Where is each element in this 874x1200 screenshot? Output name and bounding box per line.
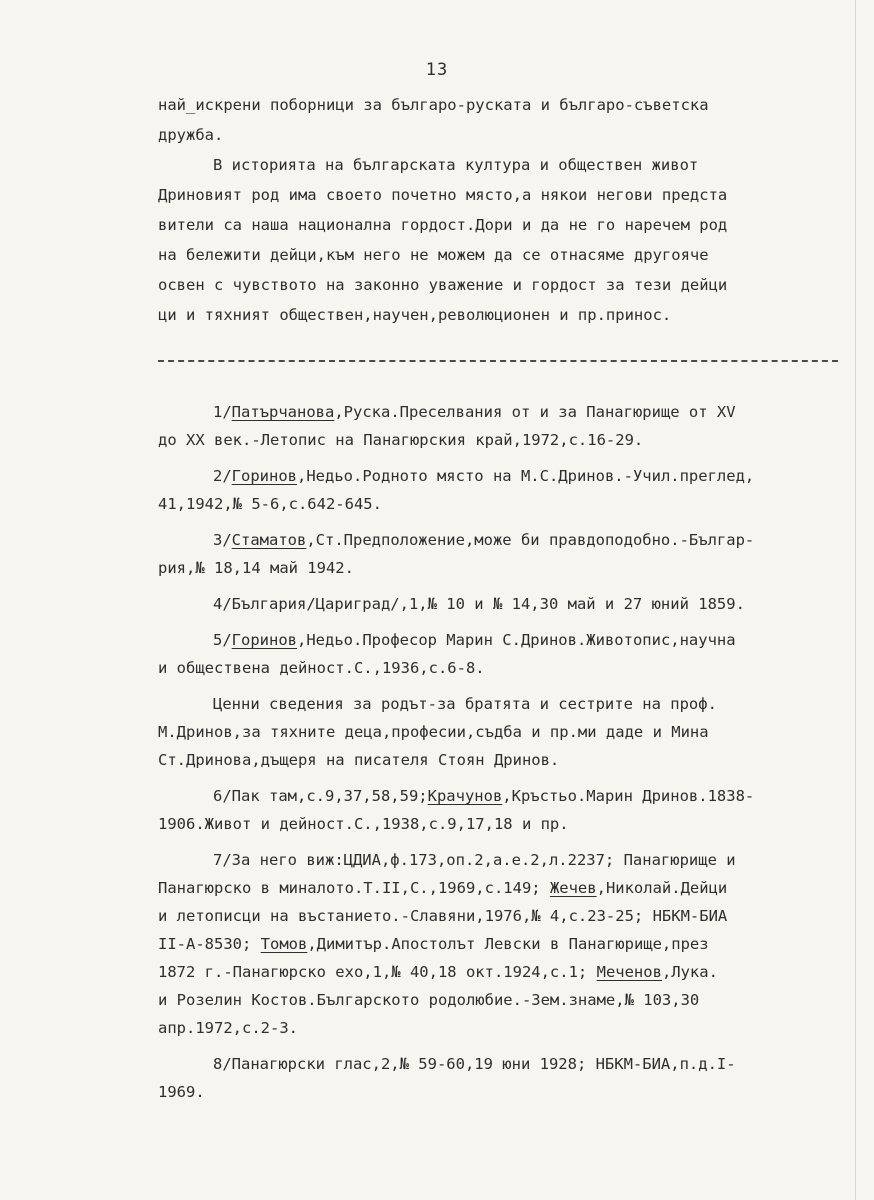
footnote-line — [158, 654, 858, 682]
footnote-text: и Розелин Костов.Българското родолюбие.-Зем.знаме,№ 103,30 — [158, 991, 700, 1009]
footnote-text: Панагюрско в миналото.Т.II,С.,1969,с.149; — [158, 879, 550, 897]
footnote-line — [158, 554, 858, 582]
footnote — [158, 526, 858, 582]
footnote — [158, 590, 858, 618]
footnote — [158, 782, 858, 838]
footnote-gap — [158, 1042, 858, 1050]
footnote-line — [158, 930, 858, 958]
footnote-gap — [158, 682, 858, 690]
text-line: дружба. — [158, 126, 224, 144]
footnote-line — [158, 1078, 858, 1106]
text-line: освен с чувството на законно уважение и гордост за тези дейци — [158, 276, 728, 294]
footnote-text: ,Димитър.Апостолът Левски в Панагюрище,през — [307, 935, 709, 953]
footnote-gap — [158, 618, 858, 626]
footnote-line — [158, 810, 858, 838]
footnote-text: рия,№ 18,14 май 1942. — [158, 559, 354, 577]
author-name: Горинов — [231, 467, 297, 485]
footnote-text: II-А-8530; — [158, 935, 261, 953]
author-name: Патърчанова — [231, 403, 335, 421]
main-text — [158, 90, 858, 330]
footnote-text: Ст.Дринова,дъщеря на писателя Стоян Дринов. — [158, 751, 560, 769]
text-line: вители са наша национална гордост.Дори и да не го наречем род — [158, 216, 728, 234]
footnote-line — [158, 398, 858, 426]
author-name: Стаматов — [231, 531, 307, 549]
footnote-line — [158, 590, 858, 618]
footnote-text: ,Николай.Дейци — [596, 879, 728, 897]
footnote — [158, 462, 858, 518]
footnote-line — [158, 1050, 858, 1078]
text-line: на бележити дейци,към него не можем да се отнасяме другояче — [158, 246, 709, 264]
footnote-text: ,Ст.Предположение,може би правдоподобно.-Българ- — [306, 531, 755, 549]
footnote-gap — [158, 838, 858, 846]
footnote-text: 1872 г.-Панагюрско ехо,1,№ 40,18 окт.1924,с.1; — [158, 963, 597, 981]
text-line: Дриновият род има своето почетно място,а някои негови предста — [158, 186, 728, 204]
author-name: Меченов — [596, 963, 662, 981]
text-line: В историята на българската култура и обществен живот — [213, 156, 699, 174]
footnote-text: 7/За него виж:ЦДИА,ф.173,оп.2,а.е.2,л.2237; Панагюрище и — [213, 851, 736, 869]
footnote-separator — [158, 360, 838, 362]
footnote-text: и обществена дейност.С.,1936,с.6-8. — [158, 659, 485, 677]
footnote-line — [158, 782, 858, 810]
footnote-line — [158, 1014, 858, 1042]
footnote-line — [158, 718, 858, 746]
footnote-line — [158, 746, 858, 774]
author-name: Жечев — [549, 879, 597, 897]
footnote-gap — [158, 774, 858, 782]
footnote — [158, 398, 858, 454]
footnote-line — [158, 846, 858, 874]
footnote-line — [158, 902, 858, 930]
page-number: 13 — [425, 60, 449, 80]
author-name: Томов — [260, 935, 308, 953]
footnote-text: 6/Пак там,с.9,37,58,59; — [213, 787, 428, 805]
footnote-gap — [158, 1106, 858, 1114]
footnote-line — [158, 958, 858, 986]
footnote — [158, 1050, 858, 1106]
footnote-text: Ценни сведения за родът-за братята и сестрите на проф. — [213, 695, 717, 713]
footnote-text: 1906.Живот и дейност.С.,1938,с.9,17,18 и пр. — [158, 815, 569, 833]
footnote-line — [158, 626, 858, 654]
footnote-text: апр.1972,с.2-3. — [158, 1019, 298, 1037]
footnote-text: М.Дринов,за тяхните деца,професии,съдба и пр.ми даде и Мина — [158, 723, 709, 741]
text-line: ци и тяхният обществен,научен,революционен и пр.принос. — [158, 306, 672, 324]
text-line: най_искрени поборници за българо-руската и българо-съветска — [158, 96, 709, 114]
footnotes — [158, 398, 858, 1114]
footnote-line — [158, 426, 858, 454]
footnote-text: ,Кръстьо.Марин Дринов.1838- — [502, 787, 755, 805]
footnote-line — [158, 874, 858, 902]
footnote-line — [158, 490, 858, 518]
footnote-text: 2/ — [213, 467, 232, 485]
footnote-gap — [158, 454, 858, 462]
footnote-text: ,Лука. — [661, 963, 718, 981]
footnote-text: ,Недьо.Родното място на М.С.Дринов.-Учил.преглед, — [297, 467, 755, 485]
footnote-line — [158, 986, 858, 1014]
footnote-text: ,Недьо.Профeсор Марин С.Дринов.Животопис,научна — [297, 631, 736, 649]
footnote-text: 8/Панагюрски глас,2,№ 59-60,19 юни 1928; НБКМ-БИА,п.д.I- — [213, 1055, 736, 1073]
footnote-text: 5/ — [213, 631, 232, 649]
footnote-text: 1969. — [158, 1083, 205, 1101]
footnote-text: до XX век.-Летопис на Панагюрския край,1972,с.16-29. — [158, 431, 644, 449]
footnote-line — [158, 690, 858, 718]
footnote-text: 4/България/Цариград/,1,№ 10 и № 14,30 май и 27 юний 1859. — [213, 595, 745, 613]
author-name: Горинов — [231, 631, 297, 649]
footnote — [158, 690, 858, 774]
footnote-text: 41,1942,№ 5-6,с.642-645. — [158, 495, 382, 513]
author-name: Крачунов — [427, 787, 503, 805]
footnote — [158, 626, 858, 682]
footnote-text: 3/ — [213, 531, 232, 549]
footnote-line — [158, 462, 858, 490]
footnote-text: 1/ — [213, 403, 232, 421]
footnote-text: ,Руска.Преселвания от и за Панагюрище от XV — [334, 403, 736, 421]
footnote — [158, 846, 858, 1042]
footnote-line — [158, 526, 858, 554]
footnote-gap — [158, 518, 858, 526]
footnote-text: и летописци на въстанието.-Славяни,1976,№ 4,с.23-25; НБКМ-БИА — [158, 907, 728, 925]
footnote-gap — [158, 582, 858, 590]
